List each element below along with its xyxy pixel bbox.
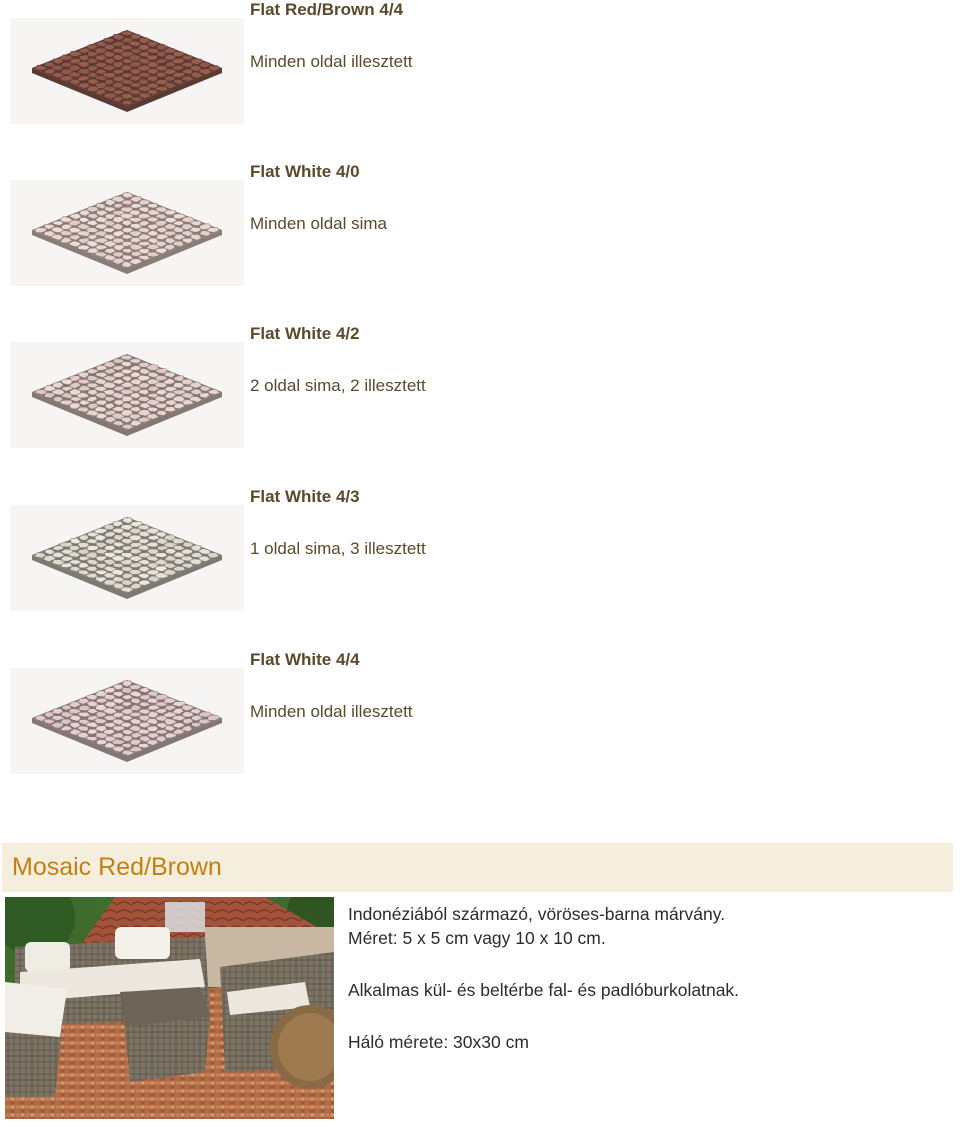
product-description: Minden oldal sima (250, 214, 388, 233)
size-text: Méret: 5 x 5 cm vagy 10 x 10 cm. (348, 928, 606, 948)
product-item (0, 0, 960, 160)
product-item (0, 650, 960, 810)
mesh-size-text: Háló mérete: 30x30 cm (348, 1032, 529, 1052)
product-name: Flat White 4/0 (250, 162, 360, 181)
section-description (348, 902, 739, 1054)
product-name: Flat White 4/2 (250, 324, 360, 343)
product-name: Flat White 4/4 (250, 650, 360, 669)
product-item (0, 324, 960, 484)
product-item (0, 162, 960, 322)
product-item (0, 487, 960, 647)
product-name: Flat Red/Brown 4/4 (250, 0, 404, 19)
product-thumbnail (10, 180, 244, 286)
product-thumbnail (10, 668, 244, 774)
origin-text: Indonéziából származó, vöröses-barna márvány. (348, 904, 726, 924)
product-description: Minden oldal illesztett (250, 52, 413, 71)
product-thumbnail (10, 18, 244, 124)
usage-text: Alkalmas kül- és beltérbe fal- és padlóburkolatnak. (348, 980, 740, 1000)
product-description: 1 oldal sima, 3 illesztett (250, 539, 426, 558)
patio-photo (5, 897, 334, 1119)
product-thumbnail (10, 505, 244, 611)
product-description: 2 oldal sima, 2 illesztett (250, 376, 426, 395)
product-thumbnail (10, 342, 244, 448)
product-name: Flat White 4/3 (250, 487, 360, 506)
section-header (2, 843, 953, 892)
section-title: Mosaic Red/Brown (12, 853, 222, 881)
product-description: Minden oldal illesztett (250, 702, 413, 721)
